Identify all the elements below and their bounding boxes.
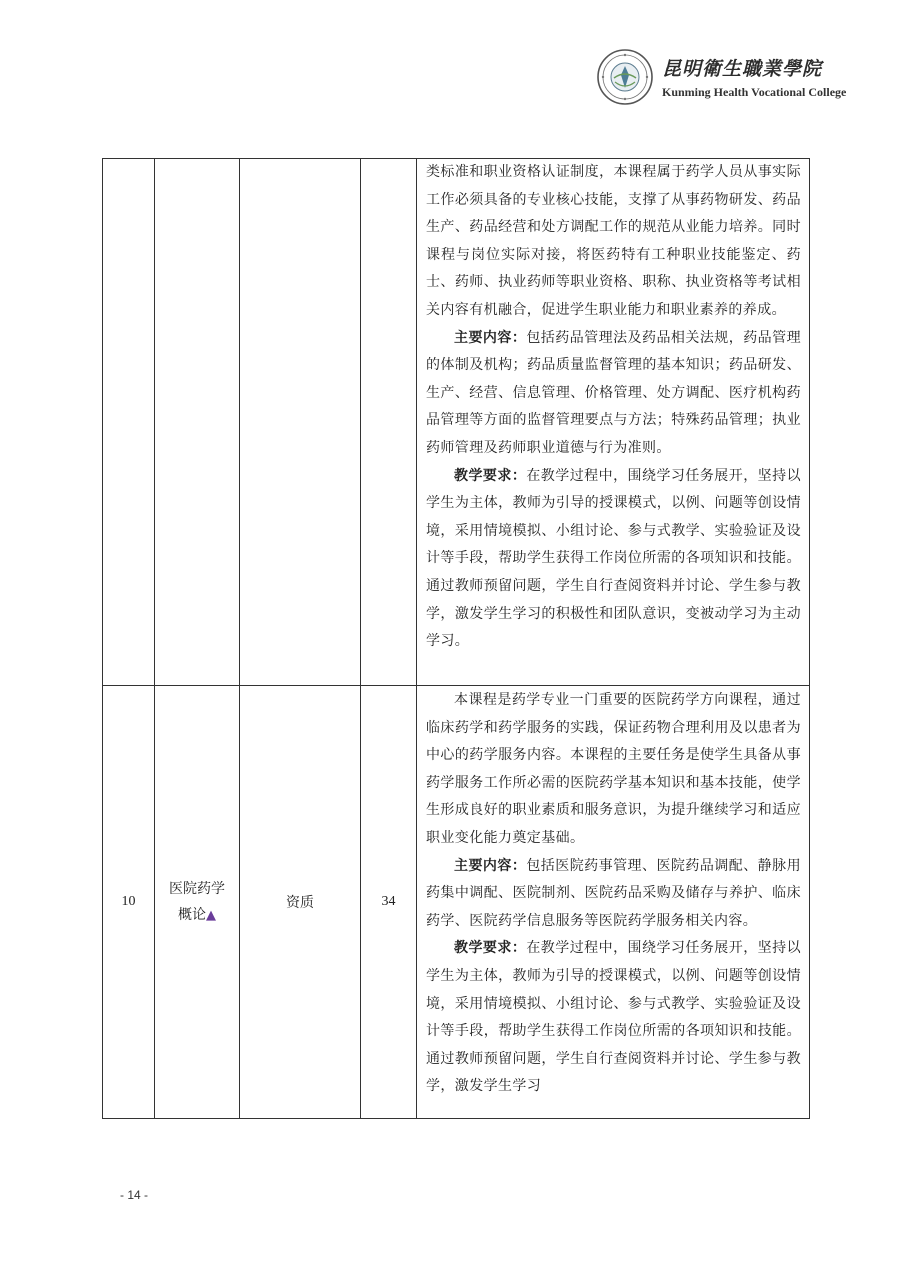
course-hours xyxy=(361,159,417,686)
course-type: 资质 xyxy=(240,686,361,1119)
teaching-requirements xyxy=(426,463,801,656)
college-seal-icon xyxy=(596,48,654,106)
teaching-requirements-label: 教学要求： xyxy=(454,467,527,484)
brand-english: Kunming Health Vocational College xyxy=(662,85,847,99)
main-content-text: 包括药品管理法及药品相关法规，药品管理的体制及机构；药品质量监督管理的基本知识；药品研发、生产、经营、信息管理、价格管理、处方调配、医疗机构药品管理等方面的监督管理要点与方法；特殊药品管理；执业药师管理及药师职业道德与行为准则。 xyxy=(426,329,801,456)
page-number: - 14 - xyxy=(120,1188,149,1202)
teaching-requirements-label: 教学要求： xyxy=(454,940,527,957)
main-content-label: 主要内容： xyxy=(454,329,527,346)
course-hours: 34 xyxy=(361,686,417,1119)
main-content xyxy=(426,853,801,936)
page-header xyxy=(596,48,866,112)
course-description xyxy=(417,159,810,686)
course-intro: 类标准和职业资格认证制度，本课程属于药学人员从事实际工作必须具备的专业核心技能，支撑了从事药物研发、药品生产、药品经营和处方调配工作的规范从业能力培养。同时课程与岗位实际对接，将医药特有工种职业技能鉴定、药士、药师、执业药师等职业资格、职称、执业资格等考试相关内容有机融合，促进学生职业能力和职业素养的养成。 xyxy=(426,164,801,318)
main-content-text: 包括医院药事管理、医院药品调配、静脉用药集中调配、医院制剂、医院药品采购及储存与养护、临床药学、医院药学信息服务等医院药学服务相关内容。 xyxy=(426,857,801,929)
main-content xyxy=(426,325,801,463)
course-name-line1: 医院药学 xyxy=(169,880,225,897)
course-name-line2: 概论 xyxy=(178,906,206,923)
course-number xyxy=(103,159,155,686)
teaching-requirements-text: 在教学过程中，围绕学习任务展开，坚持以学生为主体，教师为引导的授课模式，以例、问题等创设情境，采用情境模拟、小组讨论、参与式教学、实验验证及设计等手段，帮助学生获得工作岗位所需的各项知识和技能。通过教师预留问题，学生自行查阅资料并讨论、学生参与教学，激发学生学习 xyxy=(426,940,801,1095)
course-number: 10 xyxy=(103,686,155,1119)
teaching-requirements xyxy=(426,935,801,1101)
main-content-label: 主要内容： xyxy=(454,857,527,874)
core-course-triangle-icon: ▲ xyxy=(206,907,216,923)
course-type xyxy=(240,159,361,686)
table-row xyxy=(103,159,810,686)
course-name xyxy=(155,159,240,686)
brand-chinese: 昆明衛生職業學院 xyxy=(662,58,823,80)
course-name xyxy=(155,686,240,1119)
course-intro: 本课程是药学专业一门重要的医院药学方向课程，通过临床药学和药学服务的实践，保证药物合理利用及以患者为中心的药学服务内容。本课程的主要任务是使学生具备从事药学服务工作所必需的医院药学基本知识和基本技能，使学生形成良好的职业素质和服务意识，为提升继续学习和适应职业变化能力奠定基础。 xyxy=(426,692,801,846)
teaching-requirements-text: 在教学过程中，围绕学习任务展开，坚持以学生为主体，教师为引导的授课模式，以例、问题等创设情境，采用情境模拟、小组讨论、参与式教学、实验验证及设计等手段，帮助学生获得工作岗位所需的各项知识和技能。通过教师预留问题，学生自行查阅资料并讨论、学生参与教学，激发学生学习的积极性和团队意识，变被动学习为主动学习。 xyxy=(426,467,801,650)
table-row xyxy=(103,686,810,1119)
course-description xyxy=(417,686,810,1119)
curriculum-table xyxy=(102,158,810,1119)
